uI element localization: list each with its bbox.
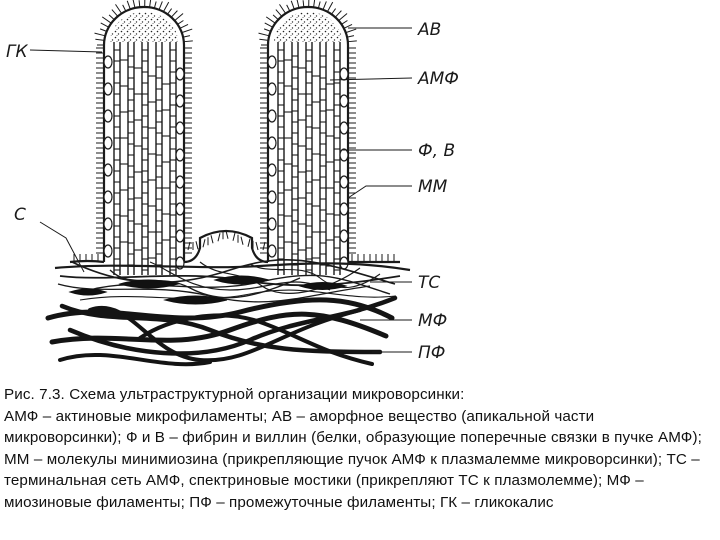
label-mf: МФ [418,311,448,331]
label-ts: ТС [418,273,441,293]
label-amf: АМФ [418,69,459,89]
caption-body: АМФ – актиновые микрофиламенты; АВ – аморфное вещество (апикальной части микроворсинки); Ф и В – фибрин и виллин (белки, образующие поперечные связки в пучке АМФ); ММ – молекулы минимиозина (прикрепляющие пучок АМФ к плазмалемме микроворсинки); ТС – терминальная сеть АМФ, спектриновые мостики (прикрепляют ТС к плазмолемме); МФ – миозиновые филаменты; ПФ – промежуточные филаменты; ГК – гликокалис [4,407,702,511]
label-pf: ПФ [418,343,446,363]
intermediate-filaments [48,298,395,364]
caption-title: Рис. 7.3. Схема ультраструктурной организации микроворсинки: [4,386,465,403]
microvillus-right [268,7,348,275]
microvillus-right-membrane [268,7,348,262]
figure-caption [4,384,716,513]
label-c: С [14,205,26,225]
microvillus-left [104,7,184,275]
microvillus-left-membrane [104,7,184,262]
label-f-v: Ф, В [418,141,456,161]
label-gk: ГК [6,42,28,62]
label-av: АВ [418,20,442,40]
label-mm: ММ [418,177,448,197]
